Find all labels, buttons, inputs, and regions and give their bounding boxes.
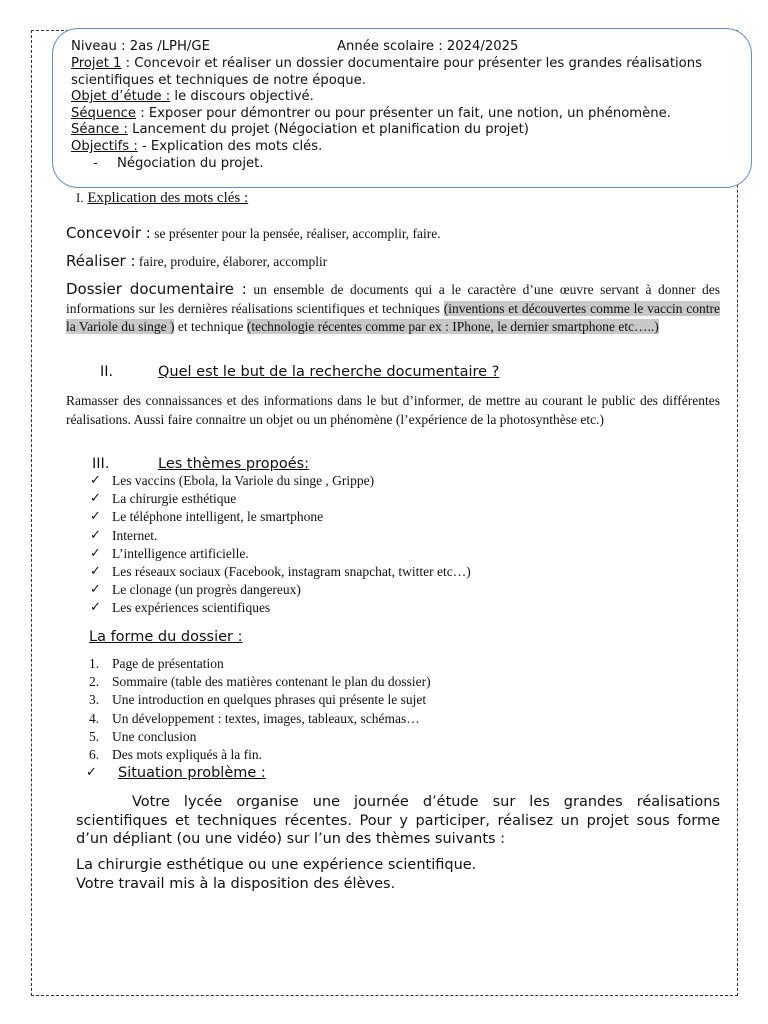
- forme-item: Sommaire (table des matières contenant le plan du dossier): [112, 674, 431, 690]
- header-objectifs-item: [71, 156, 741, 173]
- check-icon: ✓: [90, 509, 101, 525]
- situation-line-1: La chirurgie esthétique ou une expérience scientifique.: [76, 857, 477, 873]
- section-1-numeral: I.: [76, 190, 84, 205]
- situation-check-icon: ✓: [86, 765, 97, 780]
- theme-item: L’intelligence artificielle.: [112, 545, 249, 561]
- header-objectifs: [71, 139, 741, 156]
- definition-concevoir: [66, 224, 441, 243]
- realiser-def: faire, produire, élaborer, accomplir: [135, 254, 328, 269]
- forme-item-number: 3.: [89, 692, 100, 708]
- forme-item: Une conclusion: [112, 728, 197, 744]
- theme-item: Le téléphone intelligent, le smartphone: [112, 509, 324, 525]
- forme-item-number: 1.: [89, 656, 100, 671]
- check-icon: ✓: [90, 527, 101, 543]
- check-icon: ✓: [90, 473, 101, 488]
- dossier-highlight-2: (technologie récentes comme par ex : IPhone, le dernier smartphone etc…..): [246, 319, 659, 334]
- forme-item-number: 2.: [89, 674, 100, 690]
- definition-dossier: [66, 280, 720, 337]
- theme-item: Le clonage (un progrès dangereux): [112, 582, 301, 598]
- dossier-term: Dossier documentaire :: [66, 280, 247, 298]
- situation-line-2: Votre travail mis à la disposition des élèves.: [76, 876, 396, 892]
- header-row-niveau: [71, 39, 741, 56]
- section-2-text: Ramasser des connaissances et des informations dans le but d’informer, de mettre au courant le public des différentes réalisations. Aussi faire connaitre un objet ou un phénomène (l’expérience de la photosynthèse etc.): [66, 393, 720, 427]
- forme-item: Page de présentation: [112, 656, 224, 671]
- check-icon: ✓: [90, 582, 101, 598]
- forme-item-number: 4.: [89, 710, 100, 726]
- header-content: [71, 39, 741, 173]
- situation-paragraph: Votre lycée organise une journée d’étude sur les grandes réalisations scientifiques et techniques récentes. Pour y participer, réalisez un projet sous forme d’un dépliant (ou une vidéo) sur l’un des thèmes suivants :: [76, 794, 720, 847]
- section-1-heading: [76, 190, 248, 207]
- objectifs-label: Objectifs :: [71, 138, 138, 154]
- dash-bullet: -: [93, 155, 98, 171]
- section-3-numeral: III.: [92, 456, 110, 472]
- dossier-highlight-1: (inventions et découvertes comme le vaccin contre la Variole du singe ): [66, 300, 721, 334]
- annee-scolaire: Année scolaire : 2024/2025: [337, 39, 519, 54]
- seance-label: Séance :: [71, 122, 128, 138]
- theme-item: Les vaccins (Ebola, la Variole du singe , Grippe): [112, 473, 375, 488]
- niveau-text: Niveau : 2as /LPH/GE: [71, 39, 210, 54]
- concevoir-def: se présenter pour la pensée, réaliser, accomplir, faire.: [150, 226, 441, 241]
- realiser-term: Réaliser :: [66, 252, 136, 270]
- section-2-numeral: II.: [100, 364, 114, 380]
- objectifs-text: - Explication des mots clés.: [137, 138, 323, 154]
- header-sequence: [71, 106, 741, 123]
- projet-text: : Concevoir et réaliser un dossier documentaire pour présenter les grandes réalisations scientifiques et techniques de notre époque.: [71, 56, 702, 88]
- theme-item: Les expériences scientifiques: [112, 600, 271, 616]
- sequence-label: Séquence: [71, 105, 137, 121]
- dossier-def-part1: un ensemble de documents qui a le caractère d’une œuvre servant à donner des informations sur les dernières réalisations scientifiques et techniques: [66, 282, 720, 316]
- concevoir-term: Concevoir :: [66, 224, 151, 242]
- dossier-def-part2: et technique: [174, 319, 247, 334]
- objet-text: le discours objectivé.: [170, 89, 314, 105]
- theme-item: Les réseaux sociaux (Facebook, instagram snapchat, twitter etc…): [112, 564, 471, 579]
- section-1-title: Explication des mots clés :: [87, 190, 249, 206]
- forme-title: La forme du dossier :: [89, 629, 243, 645]
- forme-item: Une introduction en quelques phrases qui présente le sujet: [112, 692, 427, 708]
- objet-label: Objet d’étude :: [71, 89, 171, 105]
- header-seance: [71, 122, 741, 139]
- header-box: [52, 28, 752, 188]
- check-icon: ✓: [90, 545, 101, 561]
- check-icon: ✓: [90, 564, 101, 579]
- situation-title: Situation problème :: [118, 765, 266, 781]
- check-icon: ✓: [90, 491, 101, 507]
- projet-label: Projet 1: [71, 56, 122, 71]
- forme-item: Des mots expliqués à la fin.: [112, 747, 262, 762]
- forme-item-number: 5.: [89, 728, 100, 744]
- theme-item: La chirurgie esthétique: [112, 491, 237, 507]
- objectifs-item-text: Négociation du projet.: [117, 155, 264, 171]
- forme-item-number: 6.: [89, 747, 100, 762]
- forme-item: Un développement : textes, images, tableaux, schémas…: [112, 710, 420, 726]
- section-3-title: Les thèmes propoés:: [158, 456, 310, 472]
- theme-item: Internet.: [112, 527, 158, 543]
- section-2-title: Quel est le but de la recherche documentaire ?: [158, 364, 500, 380]
- sequence-text: : Exposer pour démontrer ou pour présenter un fait, une notion, un phénomène.: [136, 105, 671, 121]
- check-icon: ✓: [90, 600, 101, 616]
- header-projet: [71, 56, 741, 89]
- definition-realiser: [66, 252, 327, 271]
- header-objet: [71, 89, 741, 106]
- seance-text: Lancement du projet (Négociation et planification du projet): [127, 122, 529, 138]
